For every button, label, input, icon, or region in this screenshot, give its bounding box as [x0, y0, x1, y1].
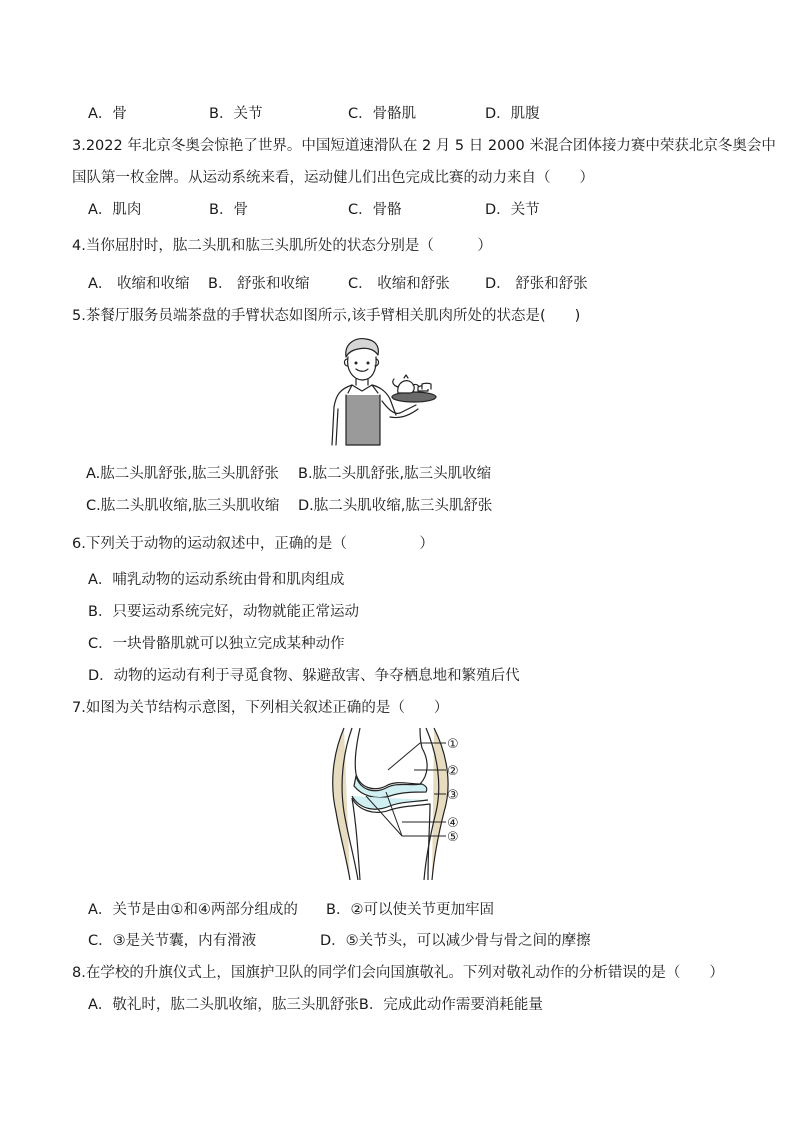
q3-option-c[interactable]: C．骨骼 — [348, 202, 402, 218]
q4-option-b[interactable]: B． 舒张和收缩 — [208, 276, 310, 292]
q2-option-a[interactable]: A．骨 — [88, 106, 127, 122]
waiter-illustration — [330, 335, 438, 447]
joint-label-2: ② — [447, 764, 459, 779]
joint-label-4: ④ — [447, 816, 459, 831]
joint-label-1: ① — [447, 737, 459, 752]
q5-options-row2 — [86, 494, 646, 514]
q7-stem: 7.如图为关节结构示意图，下列相关叙述正确的是（ ） — [72, 700, 449, 716]
joint-label-5: ⑤ — [447, 830, 459, 845]
q7-options-row1 — [88, 898, 648, 918]
q2-option-d[interactable]: D．肌腹 — [485, 106, 540, 122]
q7-option-c[interactable]: C．③是关节囊，内有滑液 — [88, 933, 257, 949]
q2-options — [88, 102, 588, 122]
q6-option-b[interactable]: B．只要运动系统完好，动物就能正常运动 — [88, 604, 359, 620]
q2-option-b[interactable]: B．关节 — [209, 106, 263, 122]
q8-stem: 8.在学校的升旗仪式上，国旗护卫队的同学们会向国旗敬礼。下列对敬礼动作的分析错误的是（ ） — [72, 965, 724, 981]
q5-options-row1 — [86, 462, 646, 482]
q3-stem-line2: 国队第一枚金牌。从运动系统来看，运动健儿们出色完成比赛的动力来自（ ） — [72, 170, 594, 186]
q5-option-a[interactable]: A.肱二头肌舒张,肱三头肌舒张 — [86, 466, 279, 482]
q6-option-c[interactable]: C．一块骨骼肌就可以独立完成某种动作 — [88, 636, 345, 652]
q5-stem: 5.茶餐厅服务员端茶盘的手臂状态如图所示,该手臂相关肌肉所处的状态是( ) — [72, 308, 581, 324]
q3-option-a[interactable]: A．肌肉 — [88, 202, 142, 218]
q4-option-d[interactable]: D． 舒张和舒张 — [485, 276, 588, 292]
q7-option-a[interactable]: A．关节是由①和④两部分组成的 — [88, 902, 298, 918]
q4-option-a[interactable]: A． 收缩和收缩 — [88, 276, 190, 292]
q4-option-c[interactable]: C． 收缩和舒张 — [348, 276, 450, 292]
q2-option-c[interactable]: C．骨骼肌 — [348, 106, 417, 122]
q3-stem-line1: 3.2022 年北京冬奥会惊艳了世界。中国短道速滑队在 2 月 5 日 2000 米混合团体接力赛中荣获北京冬奥会中 — [72, 138, 776, 154]
q3-options — [88, 198, 588, 218]
q3-option-d[interactable]: D．关节 — [485, 202, 540, 218]
joint-diagram — [330, 726, 470, 882]
q4-stem: 4.当你屈肘时，肱二头肌和肱三头肌所处的状态分别是（ ） — [72, 238, 492, 254]
q3-option-b[interactable]: B．骨 — [209, 202, 248, 218]
q7-option-d[interactable]: D．⑤关节头，可以减少骨与骨之间的摩擦 — [320, 933, 591, 949]
q6-option-d[interactable]: D．动物的运动有利于寻觅食物、躲避敌害、争夺栖息地和繁殖后代 — [88, 668, 520, 684]
q5-option-b[interactable]: B.肱二头肌舒张,肱三头肌收缩 — [298, 466, 492, 482]
q5-option-c[interactable]: C.肱二头肌收缩,肱三头肌收缩 — [86, 498, 280, 514]
q6-stem: 6.下列关于动物的运动叙述中，正确的是（ ） — [72, 536, 434, 552]
q7-option-b[interactable]: B．②可以使关节更加牢固 — [326, 902, 494, 918]
joint-label-3: ③ — [447, 788, 459, 803]
q4-options — [88, 272, 608, 292]
q6-option-a[interactable]: A．哺乳动物的运动系统由骨和肌肉组成 — [88, 572, 345, 588]
q5-option-d[interactable]: D.肱二头肌收缩,肱三头肌舒张 — [298, 498, 493, 514]
q7-options-row2 — [88, 929, 648, 949]
q8-options-line[interactable]: A．敬礼时，肱二头肌收缩，肱三头肌舒张B．完成此动作需要消耗能量 — [88, 997, 543, 1013]
